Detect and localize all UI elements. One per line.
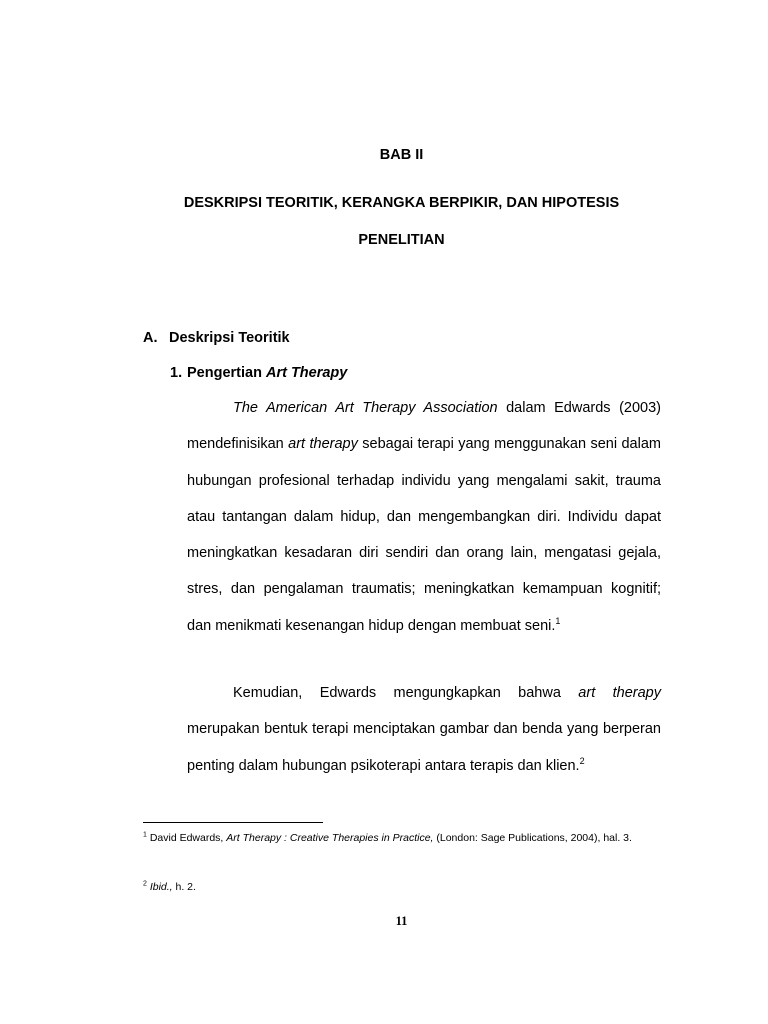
paragraph-1-term: art therapy (288, 436, 358, 453)
section-title: Deskripsi Teoritik (169, 330, 290, 346)
paragraph-2-term: art therapy (578, 685, 661, 701)
body-paragraph-2 (187, 675, 661, 784)
chapter-heading: BAB II (379, 147, 424, 163)
paragraph-1-text-b: sebagai terapi yang menggunakan seni dalam hubungan profesional terhadap individu yang mengalami sakit, trauma atau tantangan dalam hidup, dan mengembangkan diri. Individu dapat meningkatkan kesadaran diri sendiri dan orang lain, mengatasi gejala, stres, dan pengalaman traumatis; meningkatkan kemampuan kognitif; dan menikmati kesenangan hidup dengan membuat seni. (187, 436, 661, 634)
paragraph-2-text-b: merupakan bentuk terapi menciptakan gambar dan benda yang berperan penting dalam hubungan psikoterapi antara terapis dan klien. (187, 721, 661, 774)
section-heading-a (143, 329, 290, 347)
paragraph-1-organization: The American Art Therapy Association (233, 400, 498, 416)
footnote-1-text-b: (London: Sage Publications, 2004), hal. 3. (433, 832, 632, 844)
subsection-title-italic: Art Therapy (265, 365, 348, 381)
body-paragraph-1 (187, 390, 661, 644)
footnote-reference-2[interactable]: 2 (579, 755, 585, 766)
footnote-divider (143, 822, 323, 823)
paragraph-2-text-a: Kemudian, Edwards mengungkapkan bahwa (233, 685, 579, 701)
section-marker: A. (143, 330, 158, 346)
footnote-2-text-b: h. 2. (172, 881, 196, 893)
footnote-1-number: 1 (143, 831, 147, 839)
footnote-2 (143, 878, 663, 897)
footnote-1 (143, 829, 663, 848)
subsection-marker: 1. (170, 365, 183, 381)
chapter-title-line-2: PENELITIAN (358, 232, 445, 248)
chapter-title-line-1: DESKRIPSI TEORITIK, KERANGKA BERPIKIR, DAN HIPOTESIS (183, 195, 620, 211)
paragraph-1-text-a: dalam Edwards (2003) mendefinisikan (187, 400, 661, 453)
subsection-title-plain: Pengertian (187, 365, 266, 381)
footnote-reference-1[interactable]: 1 (555, 615, 561, 626)
subsection-heading-1 (170, 364, 347, 382)
footnote-2-ibid: Ibid., (149, 881, 173, 893)
page-number: 11 (395, 914, 408, 928)
footnote-1-text-a: David Edwards, (146, 832, 227, 844)
footnote-2-number: 2 (143, 880, 147, 888)
footnote-1-title: Art Therapy : Creative Therapies in Practice, (226, 832, 434, 844)
